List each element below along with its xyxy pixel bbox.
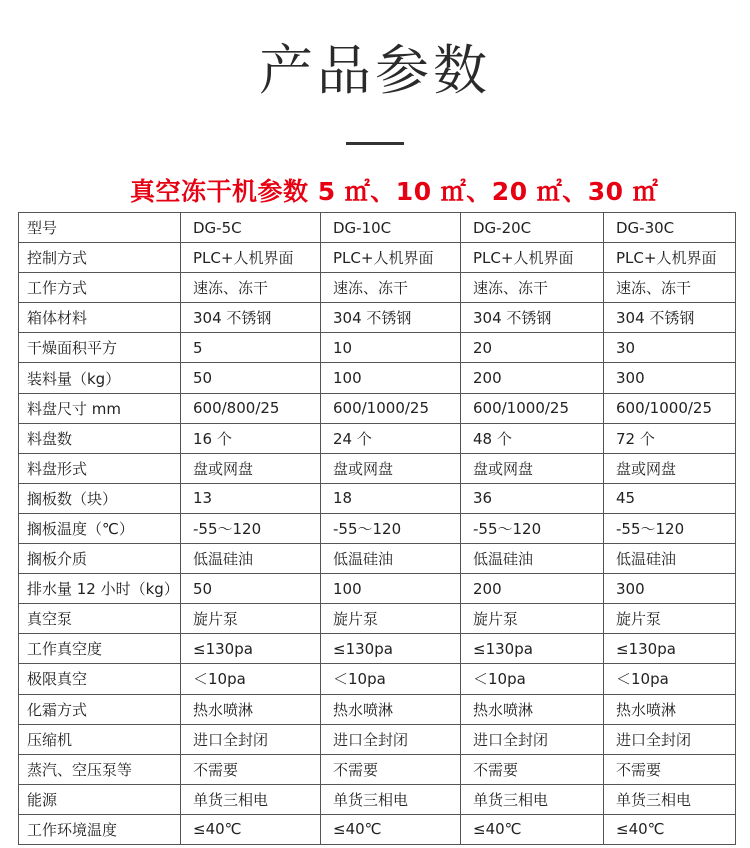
- table-cell: 300: [604, 363, 736, 393]
- table-cell: -55～120: [461, 513, 604, 543]
- table-cell: ≤130pa: [604, 634, 736, 664]
- table-cell: 单货三相电: [604, 784, 736, 814]
- row-label: 蒸汽、空压泵等: [19, 754, 181, 784]
- table-cell: DG-10C: [321, 213, 461, 243]
- table-cell: 不需要: [181, 754, 321, 784]
- row-label: 料盘形式: [19, 453, 181, 483]
- table-row: [19, 784, 736, 814]
- table-cell: 低温硅油: [321, 544, 461, 574]
- table-cell: DG-20C: [461, 213, 604, 243]
- table-row: [19, 634, 736, 664]
- table-cell: 48 个: [461, 423, 604, 453]
- table-cell: PLC+人机界面: [181, 243, 321, 273]
- table-cell: ＜10pa: [461, 664, 604, 694]
- table-cell: 30: [604, 333, 736, 363]
- table-cell: 50: [181, 574, 321, 604]
- row-label: 化霜方式: [19, 694, 181, 724]
- table-cell: 不需要: [461, 754, 604, 784]
- table-cell: 16 个: [181, 423, 321, 453]
- table-cell: ≤40℃: [461, 814, 604, 844]
- row-label: 能源: [19, 784, 181, 814]
- table-cell: 304 不锈钢: [604, 303, 736, 333]
- table-row: [19, 273, 736, 303]
- table-cell: 50: [181, 363, 321, 393]
- table-cell: 盘或网盘: [181, 453, 321, 483]
- row-label: 装料量（kg）: [19, 363, 181, 393]
- table-cell: 单货三相电: [181, 784, 321, 814]
- table-row: [19, 303, 736, 333]
- table-cell: 304 不锈钢: [321, 303, 461, 333]
- table-cell: 600/1000/25: [604, 393, 736, 423]
- table-cell: PLC+人机界面: [461, 243, 604, 273]
- table-cell: 单货三相电: [461, 784, 604, 814]
- table-cell: ＜10pa: [604, 664, 736, 694]
- table-cell: 盘或网盘: [461, 453, 604, 483]
- table-row: [19, 393, 736, 423]
- table-cell: 20: [461, 333, 604, 363]
- row-label: 极限真空: [19, 664, 181, 694]
- row-label: 干燥面积平方: [19, 333, 181, 363]
- table-row: [19, 544, 736, 574]
- table-cell: 进口全封闭: [461, 724, 604, 754]
- table-row: [19, 213, 736, 243]
- table-cell: 热水喷淋: [181, 694, 321, 724]
- row-label: 压缩机: [19, 724, 181, 754]
- table-cell: DG-5C: [181, 213, 321, 243]
- row-label: 工作环境温度: [19, 814, 181, 844]
- table-subtitle: 真空冻干机参数 5 ㎡、10 ㎡、20 ㎡、30 ㎡: [130, 177, 659, 206]
- table-cell: 600/1000/25: [461, 393, 604, 423]
- table-cell: 进口全封闭: [321, 724, 461, 754]
- table-cell: 速冻、冻干: [181, 273, 321, 303]
- row-label: 料盘数: [19, 423, 181, 453]
- table-cell: 304 不锈钢: [461, 303, 604, 333]
- table-cell: 速冻、冻干: [321, 273, 461, 303]
- table-row: [19, 363, 736, 393]
- table-cell: 24 个: [321, 423, 461, 453]
- table-cell: ≤40℃: [321, 814, 461, 844]
- table-cell: 单货三相电: [321, 784, 461, 814]
- table-cell: ≤130pa: [461, 634, 604, 664]
- row-label: 真空泵: [19, 604, 181, 634]
- table-row: [19, 754, 736, 784]
- table-cell: 旋片泵: [181, 604, 321, 634]
- table-cell: 低温硅油: [181, 544, 321, 574]
- table-row: [19, 423, 736, 453]
- table-cell: 盘或网盘: [604, 453, 736, 483]
- table-cell: 36: [461, 483, 604, 513]
- table-cell: 低温硅油: [604, 544, 736, 574]
- row-label: 搁板数（块）: [19, 483, 181, 513]
- table-row: [19, 453, 736, 483]
- table-cell: 不需要: [604, 754, 736, 784]
- table-cell: ＜10pa: [181, 664, 321, 694]
- parameters-table: [18, 212, 736, 845]
- table-cell: -55～120: [181, 513, 321, 543]
- table-cell: 100: [321, 363, 461, 393]
- table-cell: 旋片泵: [461, 604, 604, 634]
- page-title: 产品参数: [259, 39, 491, 102]
- table-row: [19, 243, 736, 273]
- table-cell: ≤130pa: [181, 634, 321, 664]
- table-cell: ≤40℃: [181, 814, 321, 844]
- table-cell: 热水喷淋: [604, 694, 736, 724]
- table-cell: 低温硅油: [461, 544, 604, 574]
- table-cell: ≤130pa: [321, 634, 461, 664]
- table-cell: PLC+人机界面: [321, 243, 461, 273]
- table-cell: 13: [181, 483, 321, 513]
- table-cell: 300: [604, 574, 736, 604]
- table-cell: 旋片泵: [604, 604, 736, 634]
- table-cell: 热水喷淋: [461, 694, 604, 724]
- table-cell: -55～120: [604, 513, 736, 543]
- table-cell: 304 不锈钢: [181, 303, 321, 333]
- table-cell: 200: [461, 574, 604, 604]
- row-label: 控制方式: [19, 243, 181, 273]
- table-cell: 45: [604, 483, 736, 513]
- table-cell: 10: [321, 333, 461, 363]
- table-cell: 5: [181, 333, 321, 363]
- table-cell: 进口全封闭: [181, 724, 321, 754]
- row-label: 搁板介质: [19, 544, 181, 574]
- table-cell: 72 个: [604, 423, 736, 453]
- table-row: [19, 694, 736, 724]
- table-cell: 600/1000/25: [321, 393, 461, 423]
- table-row: [19, 604, 736, 634]
- table-cell: ＜10pa: [321, 664, 461, 694]
- row-label: 排水量 12 小时（kg）: [19, 574, 181, 604]
- table-cell: 100: [321, 574, 461, 604]
- table-cell: 速冻、冻干: [461, 273, 604, 303]
- row-label: 箱体材料: [19, 303, 181, 333]
- table-row: [19, 664, 736, 694]
- table-cell: DG-30C: [604, 213, 736, 243]
- table-row: [19, 513, 736, 543]
- table-cell: 18: [321, 483, 461, 513]
- table-row: [19, 333, 736, 363]
- table-cell: 600/800/25: [181, 393, 321, 423]
- table-row: [19, 483, 736, 513]
- table-cell: 盘或网盘: [321, 453, 461, 483]
- table-cell: PLC+人机界面: [604, 243, 736, 273]
- table-cell: ≤40℃: [604, 814, 736, 844]
- table-cell: 200: [461, 363, 604, 393]
- row-label: 料盘尺寸 mm: [19, 393, 181, 423]
- table-row: [19, 724, 736, 754]
- table-row: [19, 574, 736, 604]
- row-label: 工作真空度: [19, 634, 181, 664]
- table-cell: 不需要: [321, 754, 461, 784]
- table-row: [19, 814, 736, 844]
- row-label: 型号: [19, 213, 181, 243]
- table-cell: 速冻、冻干: [604, 273, 736, 303]
- title-divider: [346, 142, 404, 145]
- table-cell: 旋片泵: [321, 604, 461, 634]
- table-cell: -55～120: [321, 513, 461, 543]
- row-label: 搁板温度（℃）: [19, 513, 181, 543]
- table-cell: 进口全封闭: [604, 724, 736, 754]
- row-label: 工作方式: [19, 273, 181, 303]
- table-cell: 热水喷淋: [321, 694, 461, 724]
